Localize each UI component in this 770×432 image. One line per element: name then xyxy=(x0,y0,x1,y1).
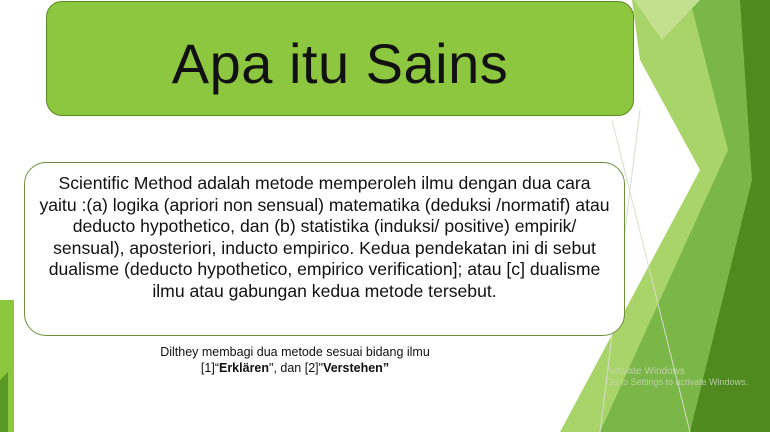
note-line-1: Dilthey membagi dua metode sesuai bidang ilmu xyxy=(160,345,430,359)
footer-note xyxy=(60,344,530,376)
slide-title: Apa itu Sains xyxy=(171,32,509,95)
content-box xyxy=(24,162,625,336)
note-prefix: [1]“ xyxy=(200,361,219,375)
note-middle: ", dan [2]" xyxy=(269,361,324,375)
title-box xyxy=(46,1,634,116)
body-text: Scientific Method adalah metode memperoleh ilmu dengan dua cara yaitu :(a) logika (apriori non sensual) matematika (deduksi /normatif) atau deducto hypothetico, dan (b) statistika (induksi/ positive) empirik/ sensual), aposteriori, inducto empirico. Kedua pendekatan ini di sebut dualisme (deducto hypothetico, empirico verification]; atau [c] dualisme ilmu atau gabungan kedua metode tersebut. xyxy=(39,173,610,301)
green-stripe-left-dark xyxy=(0,372,8,432)
activation-watermark xyxy=(606,366,766,388)
watermark-subtitle: Go to Settings to activate Windows. xyxy=(606,377,749,387)
note-term-1: Erklären xyxy=(218,361,270,375)
watermark-title: Activate Windows xyxy=(606,366,685,377)
note-term-2: Verstehen” xyxy=(323,361,390,375)
note-line-2 xyxy=(60,360,530,376)
